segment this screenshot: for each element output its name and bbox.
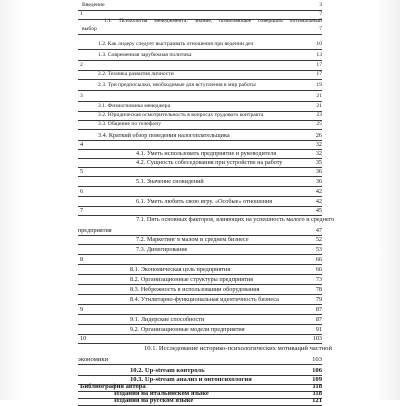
- toc-entry-title: 8.2. Организационные структуры предприятия: [130, 276, 253, 283]
- toc-rule: [78, 90, 322, 91]
- toc-entry-page: 42: [315, 198, 322, 205]
- toc-entry-page: 118: [312, 383, 322, 390]
- toc-entry-page: 17: [316, 71, 322, 77]
- toc-entry-title: 2.2. Техника развития личности: [98, 71, 174, 77]
- toc-entry-page: 73: [315, 276, 322, 283]
- toc-entry-title: 10: [80, 335, 87, 342]
- toc-entry-page: 25: [316, 121, 322, 127]
- toc-entry-page: 10: [316, 41, 322, 47]
- toc-rule: [78, 34, 322, 35]
- toc-entry-title: 1.2. Как лидеру следует выстраивать отношения при ведении дел: [98, 41, 254, 47]
- toc-rule: [78, 60, 322, 61]
- toc-rule: [78, 79, 322, 80]
- toc-entry-title: 5.1. Значение сновидений: [136, 178, 204, 185]
- toc-entry-page: 118: [312, 390, 322, 397]
- toc-entry-title: 6.1. Уметь любить свою игру. «Особые» отношения: [136, 198, 273, 205]
- toc-entry-title: 3: [80, 93, 83, 99]
- toc-entry-title: 4.1. Уметь использовать предприятие и руководителя: [136, 150, 277, 157]
- toc-entry-page: 66: [315, 256, 322, 263]
- toc-entry-title: 1: [80, 11, 83, 17]
- toc-entry-title: 8.3. Небрежность в использовании оборудования: [130, 286, 260, 293]
- toc-entry-title: 8.4. Утилитарно-функциональная идентичность бизнеса: [130, 296, 279, 303]
- toc-entry-page: 91: [315, 326, 322, 333]
- toc-entry-page: 103: [312, 335, 322, 342]
- toc-entry-title: Издания на русском языке: [114, 397, 194, 404]
- toc-entry-title: Введение: [82, 2, 105, 8]
- toc-entry-title: 7.2. Маркетинг в малом и среднем бизнесе: [136, 236, 249, 243]
- toc-rule: [78, 186, 322, 187]
- toc-entry-title: 1.3. Современная зарубежная политика: [98, 52, 192, 58]
- toc-rule: [78, 343, 322, 344]
- toc-entry-title: 4: [80, 141, 84, 148]
- toc-entry-page: 79: [315, 296, 322, 303]
- toc-entry-page: 17: [316, 62, 322, 68]
- toc-rule: [78, 10, 322, 11]
- toc-entry-title: Библиография автора: [80, 383, 146, 390]
- toc-entry-title-line1: 7.1. Пять основных факторов, влияющих на успешность малого и среднего: [136, 216, 335, 223]
- toc-entry-page: 21: [316, 103, 322, 109]
- toc-entry-title: 4.2. Сущность собеседования при устройстве на работу: [136, 159, 283, 166]
- toc-rule: [78, 274, 322, 275]
- toc-rule: [78, 264, 322, 265]
- toc-entry-title-line2: выбор: [82, 26, 97, 32]
- toc-rule: [78, 244, 322, 245]
- toc-entry-title: 9.1. Лидерские способности: [130, 316, 205, 323]
- toc-entry-title: 8: [80, 256, 84, 263]
- toc-entry-title: 10.3. Up-stream анализ и онтопсихология: [130, 376, 252, 383]
- toc-entry-page: 52: [315, 236, 322, 243]
- toc-entry-page: 7: [319, 26, 322, 32]
- toc-entry-title-line2: экономики: [78, 356, 109, 363]
- toc-entry-page: 78: [315, 286, 322, 293]
- toc-entry-page: 21: [316, 93, 322, 99]
- toc-entry-page: 7: [319, 11, 322, 17]
- toc-rule: [78, 284, 322, 285]
- toc-rule: [78, 364, 322, 365]
- toc-entry-title: 7.3. Дипегирование: [136, 246, 188, 253]
- toc-rule: [78, 314, 322, 315]
- toc-rule: [78, 294, 322, 295]
- toc-entry-page: 103: [312, 356, 322, 363]
- toc-entry-page: 106: [312, 367, 322, 374]
- toc-entry-page: 3: [319, 2, 322, 8]
- table-of-contents: [78, 0, 335, 404]
- toc-entry-title-line2: предприятия: [78, 227, 112, 234]
- toc-rule: [78, 101, 322, 102]
- toc-entry-page: 121: [312, 397, 322, 404]
- toc-rule: [78, 304, 322, 305]
- toc-entry-page: 45: [315, 207, 322, 214]
- toc-entry-title: 9.2. Организационные модели предприятия: [130, 326, 245, 333]
- toc-rule: [78, 324, 322, 325]
- toc-entry-page: 42: [315, 188, 322, 195]
- toc-entry-page: 23: [316, 112, 322, 118]
- toc-rule: [78, 196, 322, 197]
- toc-entry-title: 2: [80, 62, 83, 68]
- toc-entry-page: 26: [315, 132, 322, 139]
- toc-rule: [78, 129, 322, 130]
- toc-entry-page: 53: [315, 246, 322, 253]
- toc-rule: [78, 176, 322, 177]
- toc-rule: [78, 140, 322, 141]
- toc-entry-page: 35: [315, 159, 322, 166]
- toc-entry-title-line1: 10.1. Исследование историко-психологических мотиваций частной: [144, 345, 333, 352]
- toc-rule: [78, 334, 322, 335]
- toc-entry-title: 3.1. Физиогномика менеджера: [98, 103, 171, 109]
- toc-entry-page: 36: [315, 168, 322, 175]
- toc-entry-title-line1: 1.1. Психология менеджмента: знание, позволяющее совершать оптимальный: [104, 18, 322, 24]
- toc-entry-page: 32: [315, 141, 322, 148]
- toc-entry-page: 66: [315, 266, 322, 273]
- toc-entry-title: 3.3. Общение по телефону: [98, 121, 162, 127]
- toc-entry-title: 6: [80, 188, 84, 195]
- toc-entry-title: 3.2. Юридическая осмотрительность в вопросах трудового контракта: [98, 112, 264, 118]
- toc-entry-title: 2.3. Три предпосылки, необходимые для вступления в мир работы: [98, 82, 256, 88]
- toc-entry-title: 3.4. Краткий обзор поведения налогоплательщика: [98, 132, 230, 139]
- toc-rule: [78, 254, 322, 255]
- toc-entry-page: 32: [315, 150, 322, 157]
- toc-entry-title: 8.1. Экономическая цель предприятия: [130, 266, 231, 273]
- toc-entry-page: 87: [315, 316, 322, 323]
- toc-entry-title: 7: [80, 207, 84, 214]
- toc-entry-page: 36: [315, 178, 322, 185]
- toc-entry-page: 13: [316, 52, 322, 58]
- toc-entry-title: 10.2. Up-stream контроль: [130, 367, 205, 374]
- toc-entry-page: 47: [315, 227, 322, 234]
- toc-rule: [78, 206, 322, 207]
- toc-entry-title: 5: [80, 168, 84, 175]
- toc-entry-page: 109: [312, 376, 322, 383]
- toc-entry-page: 19: [316, 82, 322, 88]
- toc-entry-title: 9: [80, 306, 84, 313]
- toc-rule: [78, 167, 322, 168]
- toc-entry-title: Издания на итальянском языке: [114, 390, 209, 397]
- toc-entry-page: 87: [315, 306, 322, 313]
- toc-rule: [78, 49, 322, 50]
